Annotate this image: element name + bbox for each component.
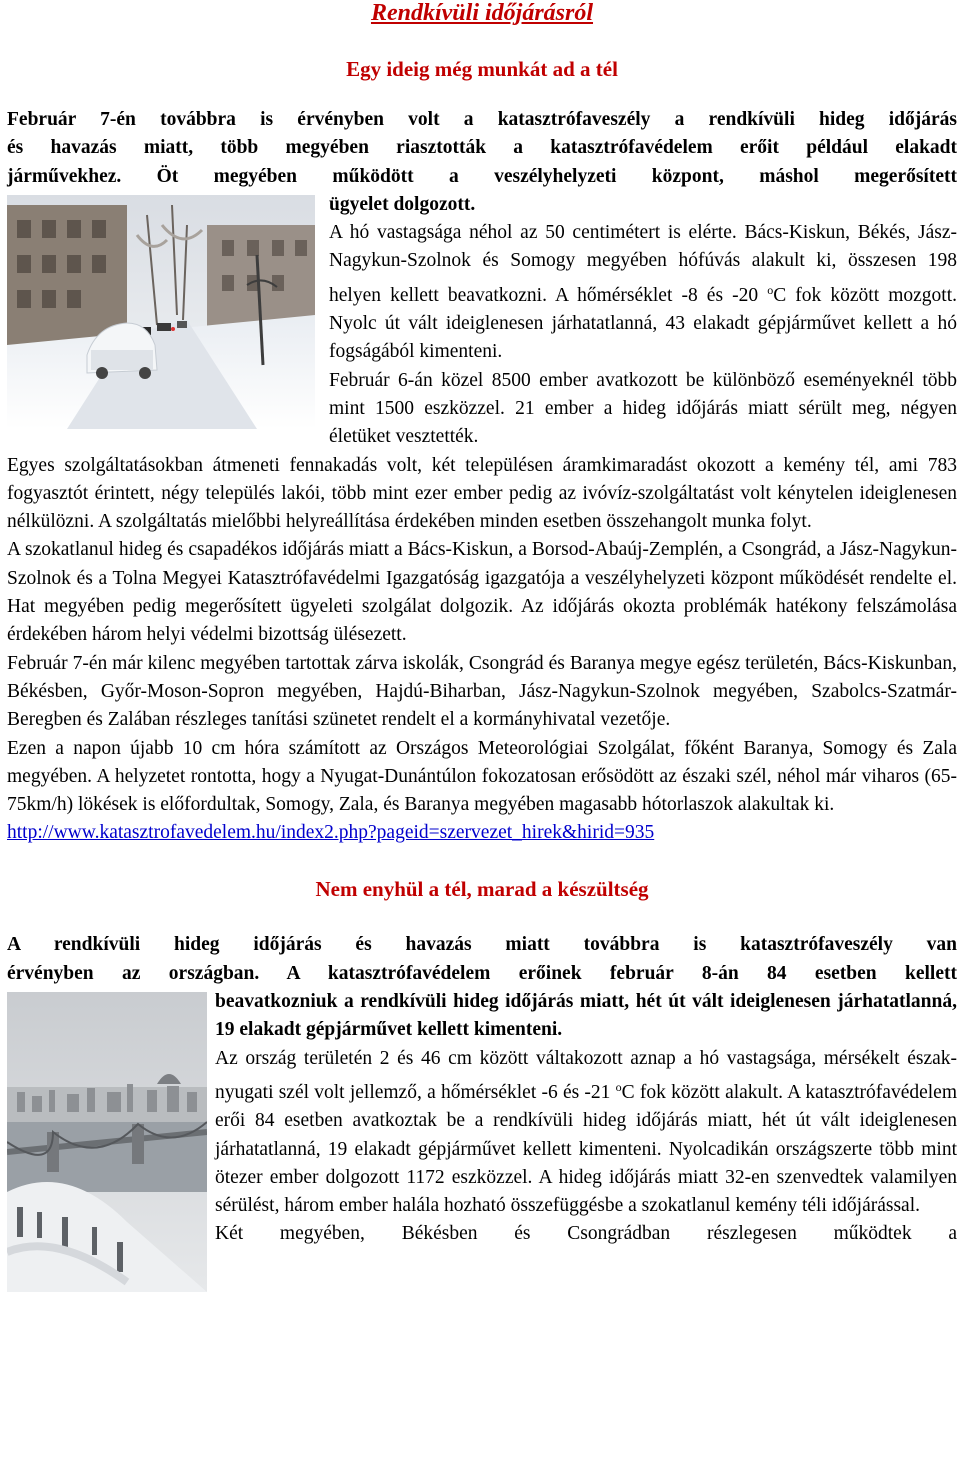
section1-lead-line: és havazás miatt, több megyében riasztották a katasztrófavédelem erőit például elakadt bbox=[7, 137, 957, 159]
section2-paragraph: Két megyében, Békésben és Csongrádban részlegesen működtek a bbox=[215, 1223, 957, 1245]
section2-lead-rest: beavatkozniuk a rendkívüli hideg időjárás miatt, hét út vált ideiglenesen járhatatlanná, 19 elakadt gépjárművet kellett kimenteni. bbox=[215, 991, 957, 1041]
section2-heading: Nem enyhül a tél, marad a készültség bbox=[315, 877, 649, 902]
section1-heading: Egy ideig még munkát ad a tél bbox=[346, 57, 618, 81]
section1-paragraph: A szokatlanul hideg és csapadékos időjárás miatt a Bács-Kiskun, a Borsod-Abaúj-Zemplén, a Csongrád, a Jász-Nagykun-Szolnok és a Tolna Megyei Katasztrófavédelmi Igazgatóság igazgatója a veszélyhelyzeti központ működését rendelte el. Hat megyében pedig megerősített ügyeleti szolgálat dolgozik. Az időjárás okozta problémák hatékony felszámolása érdekében három helyi védelmi bizottság ülésezett. bbox=[7, 539, 957, 646]
budapest-winter-image bbox=[7, 992, 207, 1292]
snowy-street-image bbox=[7, 195, 315, 429]
degree-superscript: o bbox=[615, 1079, 622, 1094]
section1-lead-line: Február 7-én továbbra is érvényben volt a katasztrófaveszély a rendkívüli hideg időjárás bbox=[7, 109, 957, 130]
section1-paragraph: Február 7-én már kilenc megyében tartottak zárva iskolák, Csongrád és Baranya megye egész területén, Bács-Kiskunban, Békésben, Győr-Moson-Sopron megyében, Hajdú-Biharban, Jász-Nagykun-Szolnok megyében, Szabolcs-Szatmár-Beregben és Zalában részleges tanítási szünetet rendelt el a kormányhivatal vezetője. bbox=[7, 652, 957, 731]
paragraph-text: Az ország területén 2 és 46 cm között váltakozott aznap a hó vastagsága, mérsékelt észak-nyugati szél volt jellemző, a hőmérséklet -6 és -21 bbox=[215, 1047, 957, 1103]
document-page bbox=[7, 0, 957, 1296]
section1-paragraph: Egyes szolgáltatásokban átmeneti fennakadás volt, két településen áramkimaradást okozott a kemény tél, ami 783 fogyasztót érintett, négy település lakói, több mint ezer ember pedig az ivóvíz-szolgáltatást volt kénytelen ideiglenesen nélkülözni. A szolgáltatás mielőbbi helyreállítása érdekében minden esetben összehangolt munka folyt. bbox=[7, 454, 957, 533]
section1-lead-line: ügyelet dolgozott. bbox=[329, 193, 476, 215]
source-link[interactable]: http://www.katasztrofavedelem.hu/index2.php?pageid=szervezet_hirek&hirid=935 bbox=[7, 822, 655, 844]
budapest-chain-bridge-photo bbox=[7, 992, 207, 1292]
section1-paragraph: Február 6-án közel 8500 ember avatkozott be különböző eseményeknél több mint 1500 eszközzel. 21 ember a hideg időjárás miatt sérült meg, négyen életüket vesztették. bbox=[329, 369, 957, 448]
section1-lead-line: járművekhez. Öt megyében működött a veszélyhelyzeti központ, máshol megerősített bbox=[7, 165, 957, 187]
section2-lead-line: A rendkívüli hideg időjárás és havazás miatt továbbra is katasztrófaveszély van bbox=[7, 934, 957, 956]
paragraph-text: C fok között mozgott. Nyolc út vált ideiglenesen járhatatlanná, 43 elakadt gépjárművet kellett a hó fogságából kimenteni. bbox=[329, 284, 957, 363]
section1-body bbox=[7, 191, 957, 848]
section1-lead bbox=[7, 106, 957, 191]
paragraph-text: A hó vastagsága néhol az 50 centimétert is elérte. Bács-Kiskun, Békés, Jász-Nagykun-Szolnok és Somogy megyében hófúvás alakult ki, összesen 198 helyen kellett beavatkozni. A hőmérséklet -8 és -20 bbox=[329, 222, 957, 306]
document-title: Rendkívüli időjárásról bbox=[370, 0, 594, 26]
section2-body bbox=[7, 988, 957, 1249]
section1-paragraph: Ezen a napon újabb 10 cm hóra számított az Országos Meteorológiai Szolgálat, főként Baranya, Somogy és Zala megyében. A helyzetet rontotta, hogy a Nyugat-Dunántúlon fokozatosan erősödött az északi szél, néhol már viharos (65-75km/h) lökések is előfordultak, Somogy, Zala, és Baranya megyében magasabb hótorlaszok alakultak ki. bbox=[7, 737, 957, 816]
degree-superscript: o bbox=[767, 282, 774, 297]
section2-lead-line: érvényben az országban. A katasztrófavédelem erőinek február 8-án 84 esetben kellett bbox=[7, 962, 957, 984]
section2-lead bbox=[7, 931, 957, 988]
paragraph-text: C fok között alakult. A katasztrófavédelem erői 84 esetben avatkoztak be a rendkívüli hideg időjárás miatt, hét út vált ideiglenesen járhatatlanná, 19 elakadt gépjárművet kellett kimenteni. Nyolcadikán országszerte több mint ötezer ember dolgozott 1172 eszközzel. A hideg időjárás miatt 32-en szenvedtek valamilyen sérülést, három ember halála hozható összefüggésbe a szokatlanul kemény téli időjárással. bbox=[215, 1081, 957, 1217]
snowy-street-photo bbox=[7, 195, 315, 429]
